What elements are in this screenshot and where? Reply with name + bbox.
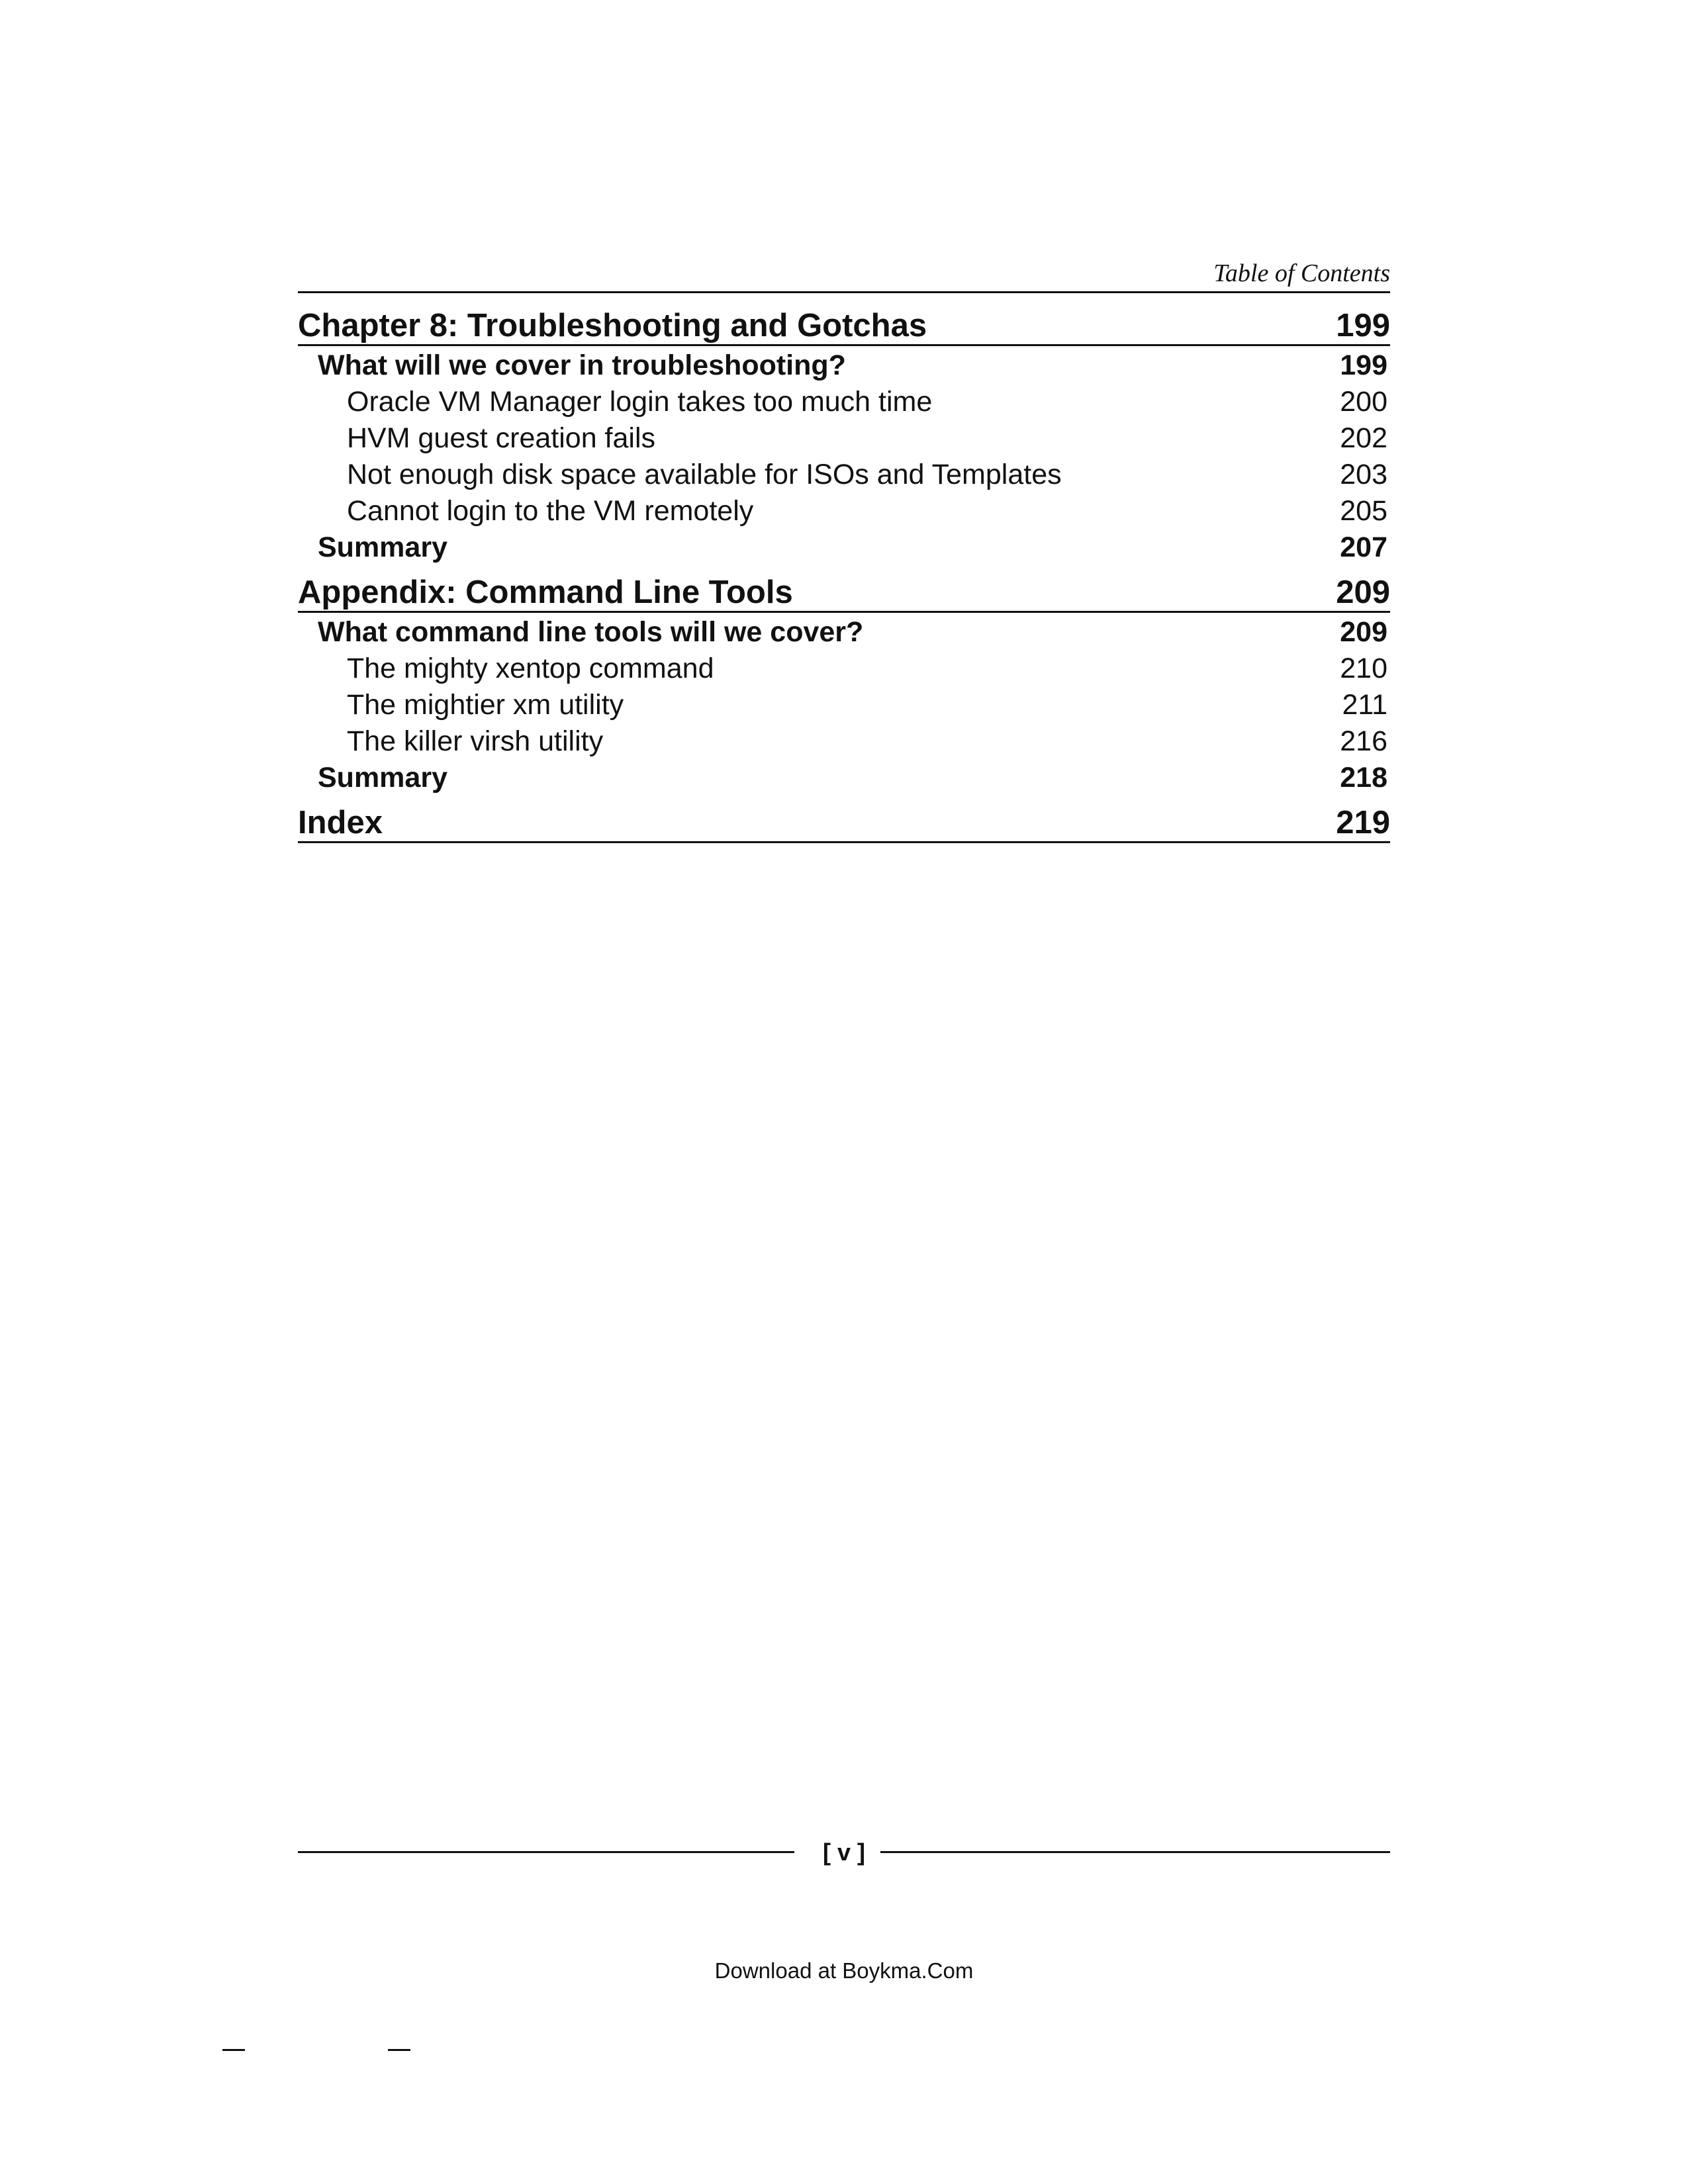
toc-subsection-entry[interactable] (298, 384, 1390, 420)
toc-subsection-entry[interactable] (298, 457, 1390, 493)
toc-entry-title: What command line tools will we cover? (318, 616, 864, 648)
page-footer (298, 1834, 1390, 1874)
toc-entry-title: What will we cover in troubleshooting? (318, 349, 846, 381)
toc-entry-title: HVM guest creation fails (347, 422, 656, 454)
crop-mark-left (222, 2049, 245, 2051)
toc-entry-title: Oracle VM Manager login takes too much time (347, 386, 933, 418)
toc-subsection-entry[interactable] (298, 723, 1390, 760)
crop-mark-right (388, 2049, 410, 2051)
toc-entry-title: Cannot login to the VM remotely (347, 495, 754, 527)
page-number: [ v ] (822, 1839, 865, 1866)
toc-chapter-entry[interactable] (298, 299, 1390, 346)
download-note: Download at Boykma.Com (714, 1958, 974, 1983)
toc-entry-title: The mightier xm utility (347, 689, 624, 721)
toc-section-entry[interactable] (298, 529, 1390, 566)
toc-subsection-entry[interactable] (298, 493, 1390, 529)
toc-section-entry[interactable] (298, 760, 1390, 796)
toc-entry-page: 219 (1336, 805, 1390, 841)
toc-subsection-entry[interactable] (298, 687, 1390, 723)
toc-entry-page: 216 (1340, 725, 1387, 757)
toc-entry-title: The mighty xentop command (347, 653, 714, 684)
toc-section-entry[interactable] (298, 614, 1390, 651)
header-rule (298, 291, 1390, 293)
toc-entry-page: 202 (1340, 422, 1387, 454)
toc-entry-title: Not enough disk space available for ISOs and Templates (347, 459, 1062, 490)
toc-entry-title: The killer virsh utility (347, 725, 604, 757)
toc-section-entry[interactable] (298, 347, 1390, 384)
toc-entry-page: 205 (1340, 495, 1387, 527)
toc-entry-page: 199 (1340, 349, 1387, 381)
toc-entry-page: 209 (1340, 616, 1387, 648)
toc-entry-page: 210 (1340, 653, 1387, 684)
toc-entry-title: Chapter 8: Troubleshooting and Gotchas (298, 308, 927, 343)
toc-entry-title: Index (298, 805, 383, 841)
toc-entry-title: Appendix: Command Line Tools (298, 574, 793, 610)
footer-rule-left (298, 1851, 794, 1853)
toc-subsection-entry[interactable] (298, 651, 1390, 687)
toc-chapter-entry[interactable] (298, 566, 1390, 613)
toc-entry-page: 209 (1336, 574, 1390, 610)
toc-subsection-entry[interactable] (298, 420, 1390, 457)
toc-entry-page: 218 (1340, 762, 1387, 794)
table-of-contents (298, 299, 1390, 844)
running-header: Table of Contents (1213, 259, 1390, 287)
toc-entry-page: 199 (1336, 308, 1390, 343)
toc-entry-page: 207 (1340, 531, 1387, 563)
footer-rule-right (880, 1851, 1390, 1853)
toc-entry-title: Summary (318, 762, 447, 794)
toc-entry-title: Summary (318, 531, 447, 563)
toc-entry-page: 200 (1340, 386, 1387, 418)
toc-entry-page: 203 (1340, 459, 1387, 490)
toc-chapter-entry[interactable] (298, 796, 1390, 843)
toc-entry-page: 211 (1342, 689, 1387, 721)
